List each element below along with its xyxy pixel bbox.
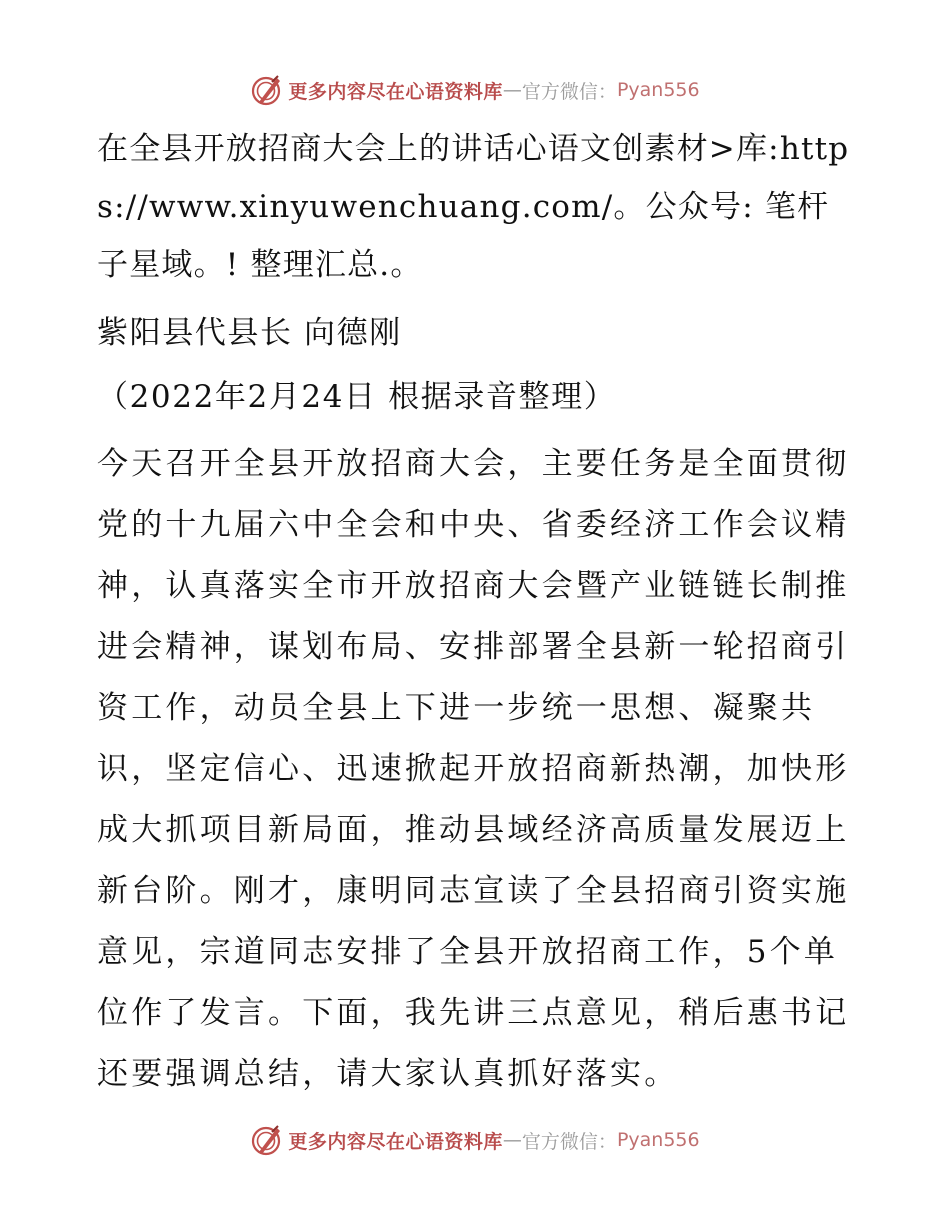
banner-dash: —: [502, 79, 522, 101]
banner-wechat-id: Pyan556: [616, 1129, 700, 1151]
date-note: （2022年2月24日 根据录音整理）: [97, 379, 617, 415]
footer-watermark-banner: [0, 1120, 950, 1160]
banner-main-text: 更多内容尽在心语资料库: [288, 80, 503, 103]
speaker-line: 紫阳县代县长 向德刚: [97, 315, 402, 351]
document-body: [97, 120, 857, 1105]
banner-wechat-label: 官方微信：: [521, 80, 617, 103]
banner-wechat-label: 官方微信：: [521, 1130, 617, 1153]
banner-wechat-id: Pyan556: [616, 79, 700, 101]
document-title-line: 在全县开放招商大会上的讲话心语文创素材>库:https://www.xinyuwenchuang.com/。公众号: 笔杆子星域。! 整理汇总.。: [97, 131, 850, 283]
header-watermark-banner: [0, 70, 950, 110]
quill-logo-icon: [250, 73, 284, 107]
banner-main-text: 更多内容尽在心语资料库: [288, 1130, 503, 1153]
quill-logo-icon: [250, 1123, 284, 1157]
banner-dash: —: [502, 1129, 522, 1151]
speech-paragraph: 今天召开全县开放招商大会，主要任务是全面贯彻党的十九届六中全会和中央、省委经济工作会议精神，认真落实全市开放招商大会暨产业链链长制推进会精神，谋划布局、安排部署全县新一轮招商引资工作，动员全县上下进一步统一思想、凝聚共识，坚定信心、迅速掀起开放招商新热潮，加快形成大抓项目新局面，推动县域经济高质量发展迈上新台阶。刚才，康明同志宣读了全县招商引资实施意见，宗道同志安排了全县开放招商工作，5个单位作了发言。下面，我先讲三点意见，稍后惠书记还要强调总结，请大家认真抓好落实。: [97, 446, 850, 1092]
